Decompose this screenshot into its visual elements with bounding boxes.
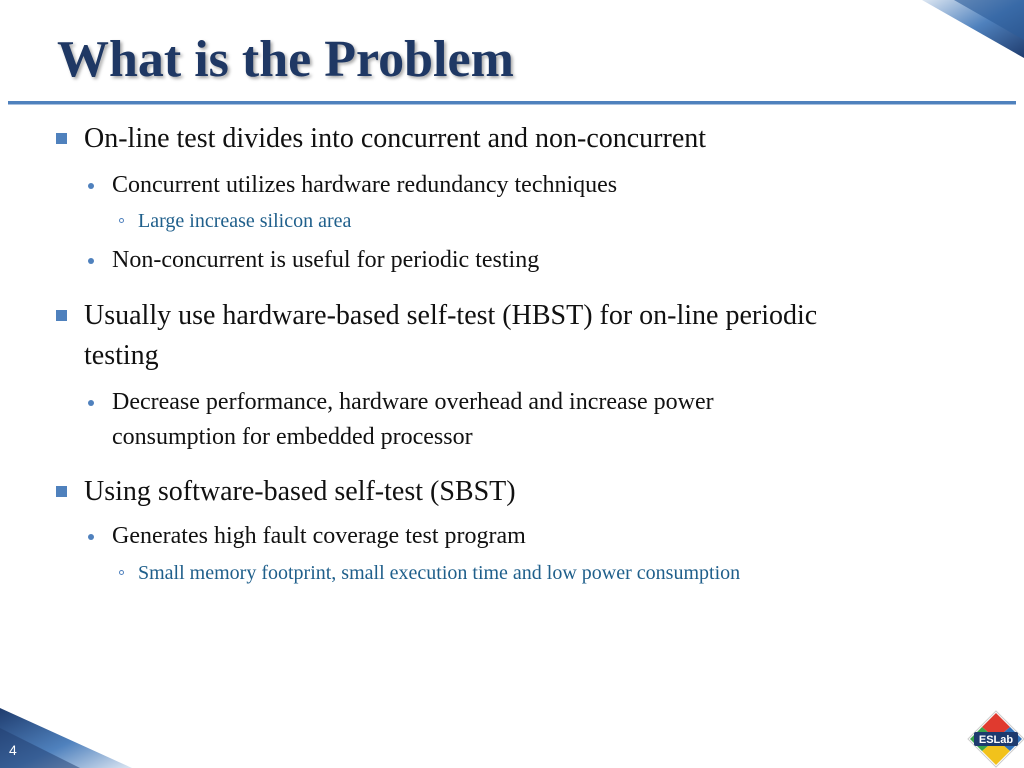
page-number: 4: [9, 742, 17, 758]
slide-title: What is the Problem: [57, 31, 514, 88]
dot-bullet-icon: [88, 258, 94, 264]
bullet-text: Generates high fault coverage test program: [112, 523, 526, 549]
bullet-level-1: [84, 119, 884, 159]
bullet-level-2: [112, 385, 842, 455]
bullet-text: Usually use hardware-based self-test (HBST) for on-line periodic testing: [84, 300, 818, 371]
bullet-level-2: [112, 519, 872, 554]
bullet-level-2: [112, 243, 872, 278]
bullet-text: Non-concurrent is useful for periodic testing: [112, 247, 540, 273]
bullet-level-1: [84, 296, 884, 376]
bullet-level-3: [138, 559, 898, 587]
bullet-level-2: [112, 168, 872, 203]
bullet-text: Small memory footprint, small execution time and low power consumption: [138, 562, 741, 584]
bullet-level-1: [84, 472, 884, 512]
bullet-text: Decrease performance, hardware overhead and increase power consumption for embedded processor: [112, 389, 714, 450]
square-bullet-icon: [56, 486, 67, 497]
eslab-logo: [966, 709, 1024, 768]
bullet-text: Using software-based self-test (SBST): [84, 476, 516, 507]
bullet-level-3: [138, 207, 898, 235]
circle-bullet-icon: [119, 218, 124, 223]
svg-text:ESLab: ESLab: [978, 734, 1014, 746]
dot-bullet-icon: [88, 183, 94, 189]
square-bullet-icon: [56, 133, 67, 144]
bullet-text: Concurrent utilizes hardware redundancy techniques: [112, 172, 618, 198]
circle-bullet-icon: [119, 570, 124, 575]
dot-bullet-icon: [88, 534, 94, 540]
bullet-text: On-line test divides into concurrent and non-concurrent: [84, 123, 707, 154]
bullet-text: Large increase silicon area: [138, 210, 352, 232]
corner-decoration-bottom-left: [0, 704, 140, 768]
square-bullet-icon: [56, 310, 67, 321]
dot-bullet-icon: [88, 400, 94, 406]
